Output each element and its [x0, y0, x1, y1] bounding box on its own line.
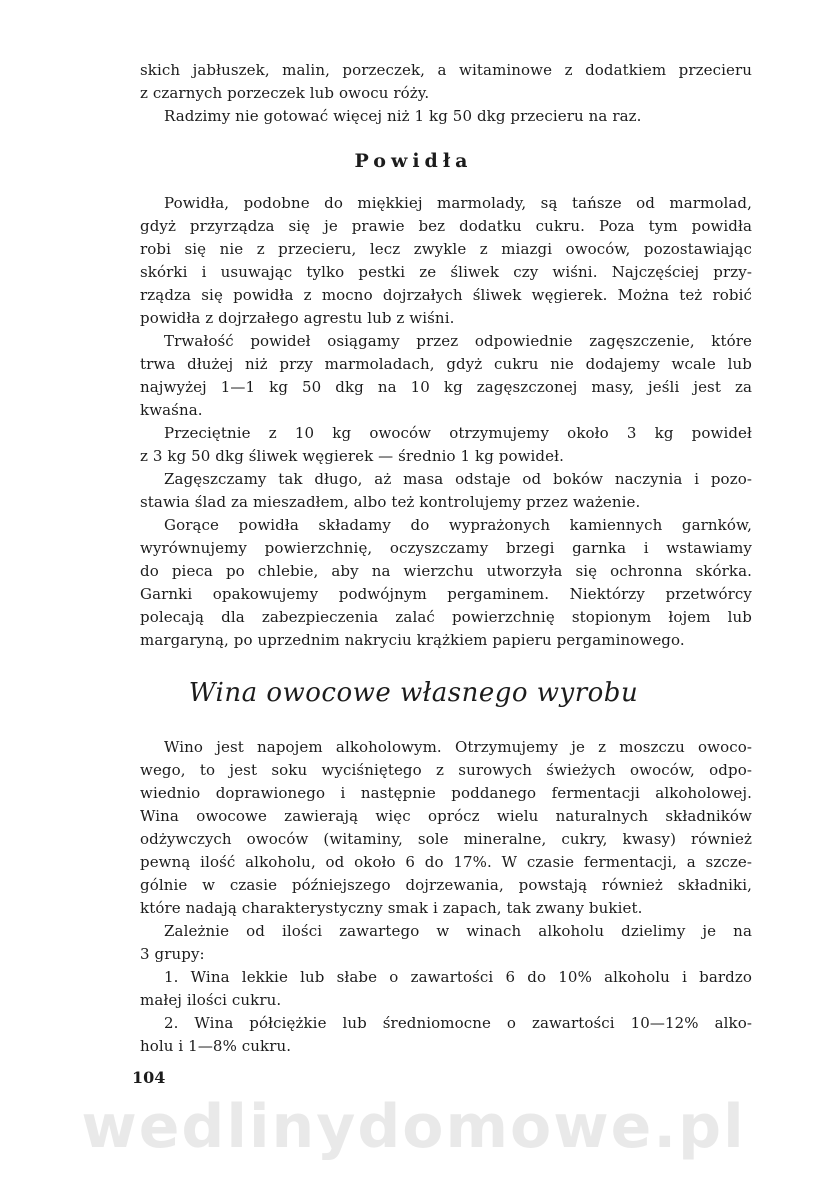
text-line: trwa dłużej niż przy marmoladach, gdyż cukru nie dodajemy wcale lub: [140, 355, 752, 373]
text-line: Przeciętnie z 10 kg owoców otrzymujemy około 3 kg powideł: [164, 424, 752, 442]
text-line: Zależnie od ilości zawartego w winach alkoholu dzielimy je na: [164, 922, 752, 940]
section-heading-powidla: Powidła: [354, 150, 473, 172]
text-line: Garnki opakowujemy podwójnym pergaminem. Niektórzy przetwórcy: [140, 585, 752, 603]
text-line: wyrównujemy powierzchnię, oczyszczamy brzegi garnka i wstawiamy: [140, 539, 752, 557]
list-item: holu i 1—8% cukru.: [140, 1037, 292, 1055]
text-line: skórki i usuwając tylko pestki ze śliwek czy wiśni. Najczęściej przy-: [140, 263, 752, 281]
text-line: z 3 kg 50 dkg śliwek węgierek — średnio 1 kg powideł.: [140, 447, 564, 465]
text-line: wego, to jest soku wyciśniętego z surowych świeżych owoców, odpo-: [140, 761, 752, 779]
list-item: 2. Wina półciężkie lub średniomocne o zawartości 10—12% alko-: [164, 1014, 752, 1032]
list-item: małej ilości cukru.: [140, 991, 282, 1009]
text-line: gólnie w czasie późniejszego dojrzewania, powstają również składniki,: [140, 876, 752, 894]
text-line: najwyżej 1—1 kg 50 dkg na 10 kg zagęszczonej masy, jeśli jest za: [140, 378, 752, 396]
page-number: 104: [132, 1068, 166, 1087]
text-line: Wina owocowe zawierają więc oprócz wielu naturalnych składników: [140, 807, 752, 825]
text-line: Powidła, podobne do miękkiej marmolady, są tańsze od marmolad,: [164, 194, 752, 212]
text-line: rządza się powidła z mocno dojrzałych śliwek węgierek. Można też robić: [140, 286, 752, 304]
text-line: powidła z dojrzałego agrestu lub z wiśni.: [140, 309, 455, 327]
text-line: margaryną, po uprzednim nakryciu krążkiem papieru pergaminowego.: [140, 631, 685, 649]
text-line: wiednio doprawionego i następnie poddanego fermentacji alkoholowej.: [140, 784, 752, 802]
text-line: stawia ślad za mieszadłem, albo też kontrolujemy przez ważenie.: [140, 493, 641, 511]
text-line: które nadają charakterystyczny smak i zapach, tak zwany bukiet.: [140, 899, 643, 917]
text-line: 3 grupy:: [140, 945, 205, 963]
text-line: skich jabłuszek, malin, porzeczek, a witaminowe z dodatkiem przecieru: [140, 61, 752, 79]
text-line: Zagęszczamy tak długo, aż masa odstaje od boków naczynia i pozo-: [164, 470, 752, 488]
text-line: odżywczych owoców (witaminy, sole mineralne, cukry, kwasy) również: [140, 830, 752, 848]
text-line: Trwałość powideł osiągamy przez odpowiednie zagęszczenie, które: [164, 332, 752, 350]
list-item: 1. Wina lekkie lub słabe o zawartości 6 do 10% alkoholu i bardzo: [164, 968, 752, 986]
text-line: robi się nie z przecieru, lecz zwykle z miazgi owoców, pozostawiając: [140, 240, 752, 258]
text-line: Wino jest napojem alkoholowym. Otrzymujemy je z moszczu owoco-: [164, 738, 752, 756]
text-line: kwaśna.: [140, 401, 203, 419]
text-line: polecają dla zabezpieczenia zalać powierzchnię stopionym łojem lub: [140, 608, 752, 626]
watermark: wedlinydomowe.pl: [81, 1092, 746, 1162]
text-line: Radzimy nie gotować więcej niż 1 kg 50 dkg przecieru na raz.: [164, 107, 642, 125]
text-line: pewną ilość alkoholu, od około 6 do 17%. W czasie fermentacji, a szcze-: [140, 853, 752, 871]
text-line: z czarnych porzeczek lub owocu róży.: [140, 84, 430, 102]
text-line: gdyż przyrządza się je prawie bez dodatku cukru. Poza tym powidła: [140, 217, 752, 235]
section-heading-wina: Wina owocowe własnego wyrobu: [188, 678, 639, 708]
text-line: Gorące powidła składamy do wyprażonych kamiennych garnków,: [164, 516, 752, 534]
text-line: do pieca po chlebie, aby na wierzchu utworzyła się ochronna skórka.: [140, 562, 752, 580]
